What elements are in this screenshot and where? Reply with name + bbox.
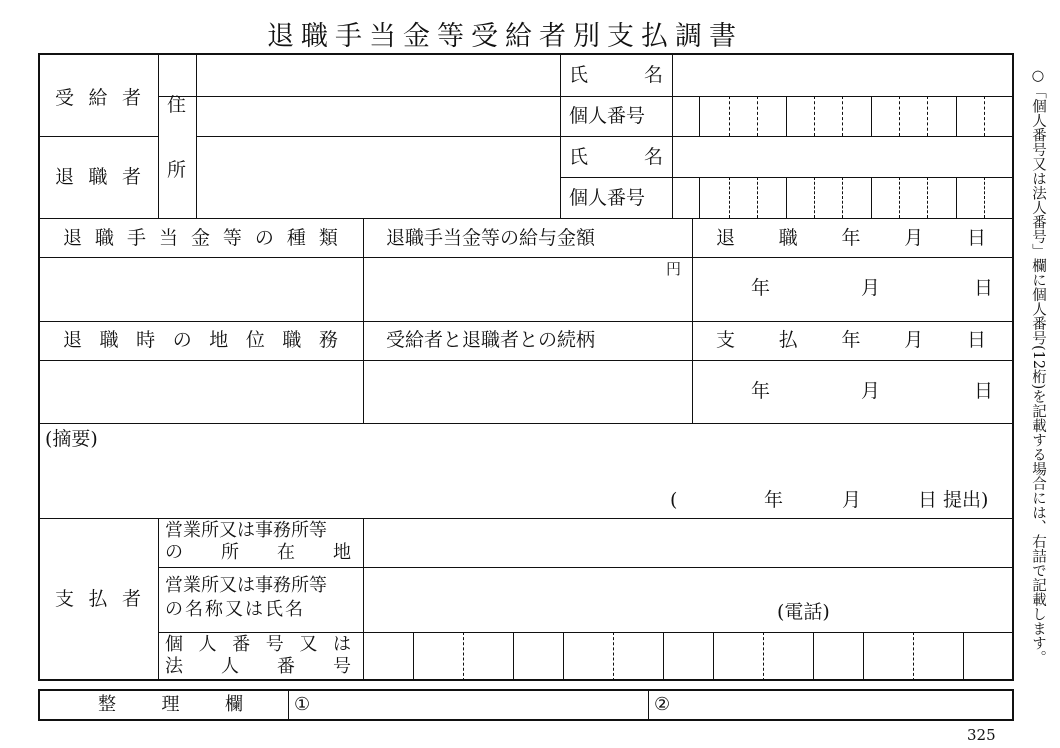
payment-record-form [38,53,1014,681]
seiri-circle-1: ① [294,694,311,715]
label-char: 番 [232,634,251,655]
label-char: 個 [165,634,183,655]
relationship-header: 受給者と退職者との続柄 [386,329,596,351]
header-char: の [172,329,192,351]
header-char: 日 [966,329,986,351]
submitted-label: 日 提出) [918,489,989,511]
header-char: 退 [63,227,83,249]
header-char: 退 [716,227,736,249]
seiri-label [98,696,243,714]
name-char: 氏 [569,64,589,86]
retiree-label-text: 退 [55,166,75,188]
header-char: 職 [99,329,119,351]
retirement-date-header [716,229,986,248]
seiri-box [38,689,1014,721]
seiri-circle-2: ② [654,694,671,715]
header-char: 位 [245,329,265,351]
name-char: 名 [643,146,663,168]
recipient-label [55,89,141,108]
header-char: 当 [158,227,178,249]
office-name-label-1: 営業所又は事務所等 [165,575,327,596]
recipient-label-text: 受 [55,87,75,109]
header-char: 手 [126,227,146,249]
retire-month-unit: 月 [861,277,881,299]
side-note: ○「個人番号又は法人番号」欄に個人番号(12桁)を記載する場合には、右詰で記載します。 [1030,68,1046,665]
office-name-label-2: の名称又は氏名 [165,599,305,620]
header-char: 月 [904,227,924,249]
my-number-label-1: 個人番号 [569,105,646,127]
header-char: 時 [136,329,156,351]
header-char: 職 [282,329,302,351]
address-label-2: 所 [167,159,187,181]
retiree-label [55,168,141,187]
memo-year-unit: 年 [764,489,784,511]
label-char: 番 [277,656,295,677]
position-at-retirement-header [63,331,338,350]
header-char: 退 [63,329,83,351]
my-number-label-2: 個人番号 [569,187,646,209]
address-label-1: 住 [167,94,187,116]
name-label-1 [569,66,663,85]
label-char: 整 [98,694,116,715]
page-number: 325 [967,726,996,744]
payment-date-header [716,331,986,350]
office-location-label-2 [165,543,351,563]
recipient-label-text: 給 [88,87,108,109]
header-char: 類 [318,227,338,249]
label-char: 法 [165,656,183,677]
label-char: 又 [299,634,318,655]
header-char: 年 [841,329,861,351]
header-char: 日 [966,227,986,249]
label-char: 人 [198,634,217,655]
header-char: 払 [778,329,798,351]
retirement-allowance-type-header [63,229,338,248]
header-char: 金 [190,227,210,249]
label-char: の [165,542,183,563]
pay-month-unit: 月 [861,380,881,402]
header-char: 月 [904,329,924,351]
payer-label-text: 払 [88,588,108,610]
label-char: 人 [221,656,239,677]
phone-label: (電話) [777,601,830,623]
label-char: 在 [277,542,295,563]
header-char: の [254,227,274,249]
office-location-label-1: 営業所又は事務所等 [165,520,327,541]
header-char: 務 [318,329,338,351]
recipient-label-text: 者 [121,87,141,109]
label-char: は [332,634,351,655]
retire-day-unit: 日 [974,277,994,299]
header-char: 地 [209,329,229,351]
payer-id-label-1 [165,635,351,655]
memo-label: (摘要) [45,428,98,450]
header-char: 年 [841,227,861,249]
retiree-label-text: 者 [121,166,141,188]
label-char: 所 [221,542,239,563]
header-char: 種 [286,227,306,249]
memo-open-paren: ( [670,489,678,511]
retiree-label-text: 職 [88,166,108,188]
payer-label-text: 者 [121,588,141,610]
header-char: 職 [778,227,798,249]
yen-unit: 円 [666,260,682,278]
pay-day-unit: 日 [974,380,994,402]
header-char: 等 [222,227,242,249]
name-char: 名 [643,64,663,86]
label-char: 欄 [225,694,243,715]
header-char: 職 [94,227,114,249]
label-char: 理 [161,694,180,715]
name-char: 氏 [569,146,589,168]
payment-amount-header: 退職手当金等の給与金額 [386,227,596,249]
name-label-2 [569,148,663,167]
pay-year-unit: 年 [751,380,771,402]
memo-month-unit: 月 [842,489,862,511]
header-char: 支 [716,329,736,351]
label-char: 地 [333,542,351,563]
form-title: 退職手当金等受給者別支払調書 [267,21,743,52]
payer-label-text: 支 [55,588,75,610]
retire-year-unit: 年 [751,277,771,299]
payer-id-label-2 [165,657,351,677]
payer-label [55,590,141,609]
label-char: 号 [333,656,351,677]
label-char: 号 [265,634,284,655]
